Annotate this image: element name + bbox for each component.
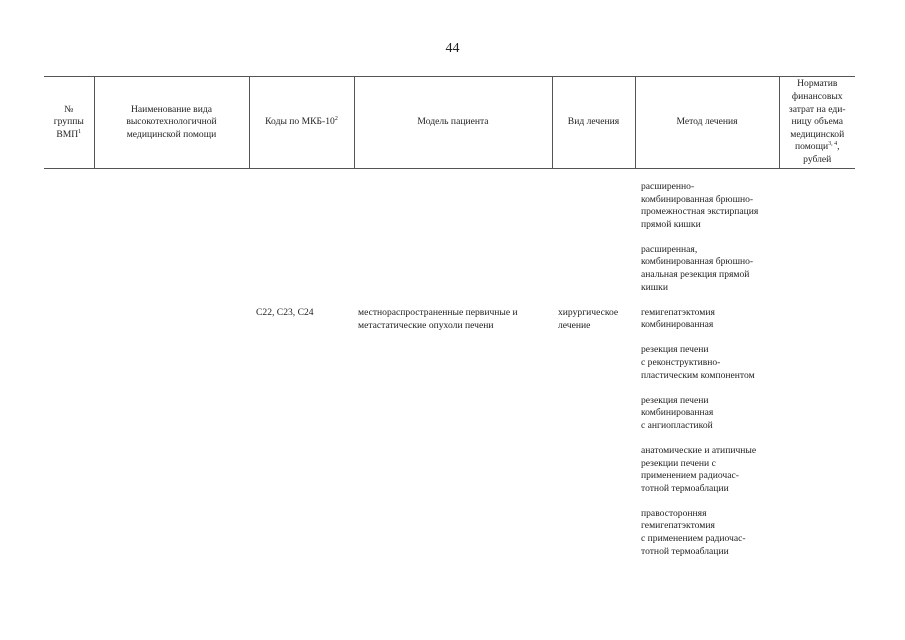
method-item: расширенно- комбинированная брюшно- промежностная экстирпация прямой кишки: [641, 181, 759, 230]
header-group-number: № группы ВМП$^1$: [44, 77, 94, 169]
header-treatment-method: Метод лечения: [635, 77, 779, 169]
method-item: резекция печени комбинированная с ангиопластикой: [641, 394, 714, 431]
method-item: гемигепатэктомия комбинированная: [641, 306, 715, 331]
cell-icd-codes: C22, C23, C24: [256, 307, 314, 318]
header-icd-codes: Коды по МКБ-$10^2$: [249, 77, 354, 169]
cell-treatment-type: хирургическое лечение: [558, 307, 619, 331]
header-vmp-name: Наименование вида высокотехнологичной медицинской помощи: [94, 77, 249, 169]
method-item: расширенная, комбинированная брюшно- анальная резекция прямой кишки: [641, 243, 754, 293]
page-number: 44: [445, 41, 460, 56]
method-item: резекция печени с реконструктивно- пластическим компонентом: [641, 344, 755, 381]
method-item: правосторонняя гемигепатэктомия с применением радиочас- тотной термоаблации: [641, 507, 746, 557]
cell-patient-model: местнораспространенные первичные и метастатические опухоли печени: [358, 307, 518, 331]
table-header: [44, 76, 855, 169]
header-norm-cost: Норматив финансовых затрат на еди- ницу объема медицинской помощи$^{3, 4}$, рублей: [779, 77, 855, 169]
treatment-method-list: [641, 181, 781, 571]
header-patient-model: Модель пациента: [354, 77, 552, 169]
method-item: анатомические и атипичные резекции печени с применением радиочас- тотной термоаблации: [641, 445, 757, 494]
header-treatment-type: Вид лечения: [552, 77, 635, 169]
